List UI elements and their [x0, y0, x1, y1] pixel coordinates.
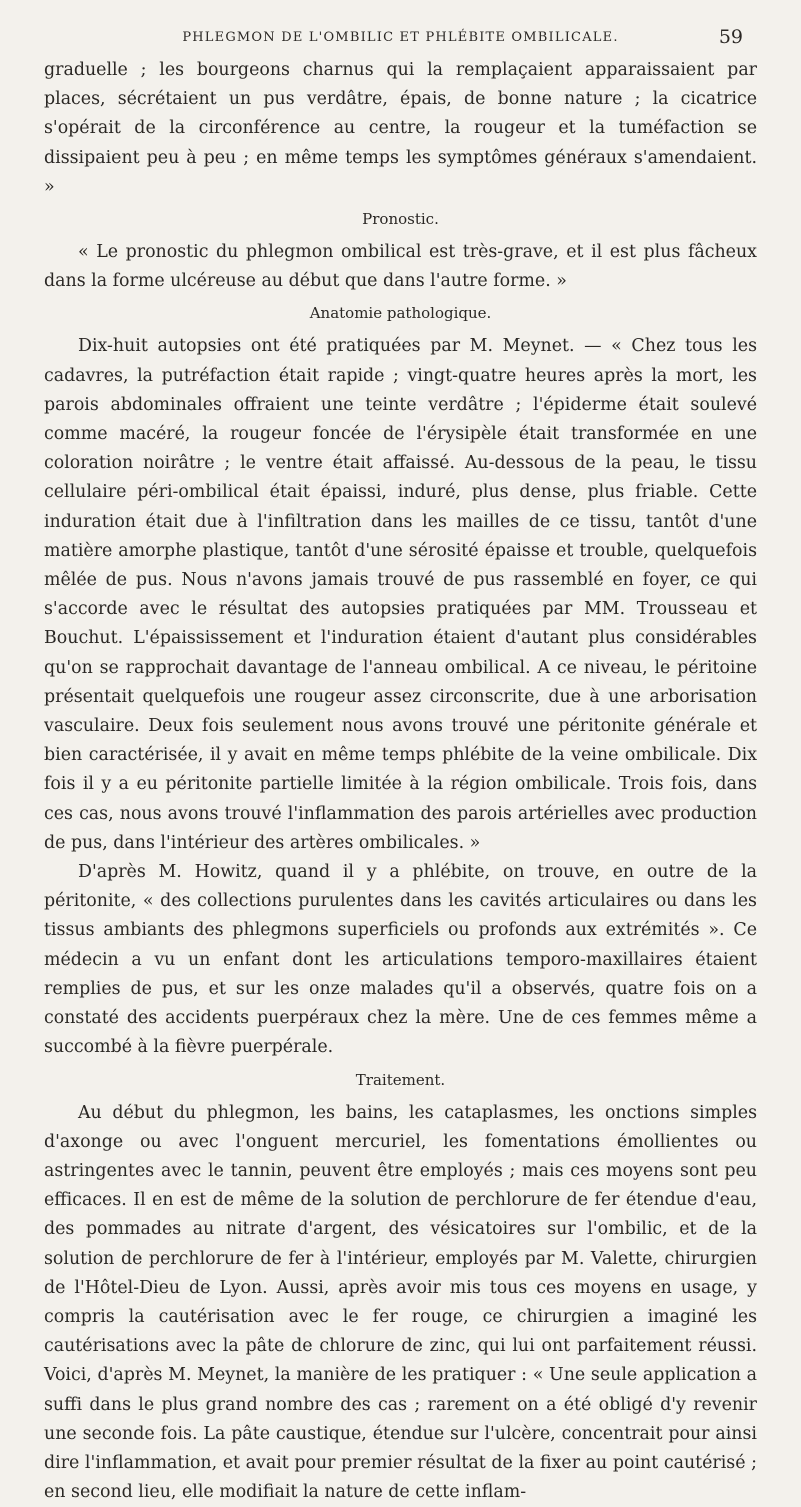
paragraph-howitz: D'après M. Howitz, quand il y a phlébite, on trouve, en outre de la péritonite, « des collections purulentes dans les cavités articulaires ou dans les tissus ambiants des phlegmons superficiels ou profonds aux extrémités ». Ce médecin a vu un enfant dont les articulations temporo-maxillaires étaient remplies de pus, et sur les onze malades qu'il a observés, quatre fois on a constaté des accidents puerpéraux chez la mère. Une de ces femmes même a succombé à la fièvre puerpérale. — [44, 858, 757, 1062]
running-header — [44, 30, 757, 56]
section-title-anatomie: Anatomie pathologique. — [44, 304, 757, 322]
paragraph-autopsies: Dix-huit autopsies ont été pratiquées par M. Meynet. — « Chez tous les cadavres, la putréfaction était rapide ; vingt-quatre heures après la mort, les parois abdominales offraient une teinte verdâtre ; l'épiderme était soulevé comme macéré, la rougeur foncée de l'érysipèle était transformée en une coloration noirâtre ; le ventre était affaissé. Au-dessous de la peau, le tissu cellulaire péri-ombilical était épaissi, induré, plus dense, plus friable. Cette induration était due à l'infiltration dans les mailles de ce tissu, tantôt d'une matière amorphe plastique, tantôt d'une sérosité épaisse et trouble, quelquefois mêlée de pus. Nous n'avons jamais trouvé de pus rassemblé en foyer, ce qui s'accorde avec le résultat des autopsies pratiquées par MM. Trousseau et Bouchut. L'épaississement et l'induration étaient d'autant plus considérables qu'on se rapprochait davantage de l'anneau ombilical. A ce niveau, le péritoine présentait quelquefois une rougeur assez circonscrite, due à une arborisation vasculaire. Deux fois seulement nous avons trouvé une péritonite générale et bien caractérisée, il y avait en même temps phlébite de la veine ombilicale. Dix fois il y a eu péritonite partielle limitée à la région ombilicale. Trois fois, dans ces cas, nous avons trouvé l'inflammation des parois artérielles avec production de pus, dans l'intérieur des artères ombilicales. » — [44, 332, 757, 858]
paragraph-traitement: Au début du phlegmon, les bains, les cataplasmes, les onctions simples d'axonge ou avec l'onguent mercuriel, les fomentations émollientes ou astringentes avec le tannin, peuvent être employés ; mais ces moyens sont peu efficaces. Il en est de même de la solution de perchlorure de fer étendue d'eau, des pommades au nitrate d'argent, des vésicatoires sur l'ombilic, et de la solution de perchlorure de fer à l'intérieur, employés par M. Valette, chirurgien de l'Hôtel-Dieu de Lyon. Aussi, après avoir mis tous ces moyens en usage, y compris la cautérisation avec le fer rouge, ce chirurgien a imaginé les cautérisations avec la pâte de chlorure de zinc, qui lui ont parfaitement réussi. Voici, d'après M. Meynet, la manière de les pratiquer : « Une seule application a suffi dans le plus grand nombre des cas ; rarement on a été obligé d'y revenir une seconde fois. La pâte caustique, étendue sur l'ulcère, concentrait pour ainsi dire l'inflammation, et avait pour premier résultat de la fixer au point cautérisé ; en second lieu, elle modifiait la nature de cette inflam- — [44, 1099, 757, 1507]
page-number: 59 — [719, 26, 743, 48]
running-title: PHLEGMON DE L'OMBILIC ET PHLÉBITE OMBILICALE. — [182, 30, 618, 45]
page-body — [44, 56, 757, 1507]
section-title-pronostic: Pronostic. — [44, 210, 757, 228]
section-title-traitement: Traitement. — [44, 1071, 757, 1089]
paragraph-continuation: graduelle ; les bourgeons charnus qui la remplaçaient apparaissaient par places, sécrétaient un pus verdâtre, épais, de bonne nature ; la cicatrice s'opérait de la circonférence au centre, la rougeur et la tuméfaction se dissipaient peu à peu ; en même temps les symptômes généraux s'amendaient. » — [44, 56, 757, 202]
paragraph-pronostic: « Le pronostic du phlegmon ombilical est très-grave, et il est plus fâcheux dans la forme ulcéreuse au début que dans l'autre forme. » — [44, 238, 757, 296]
